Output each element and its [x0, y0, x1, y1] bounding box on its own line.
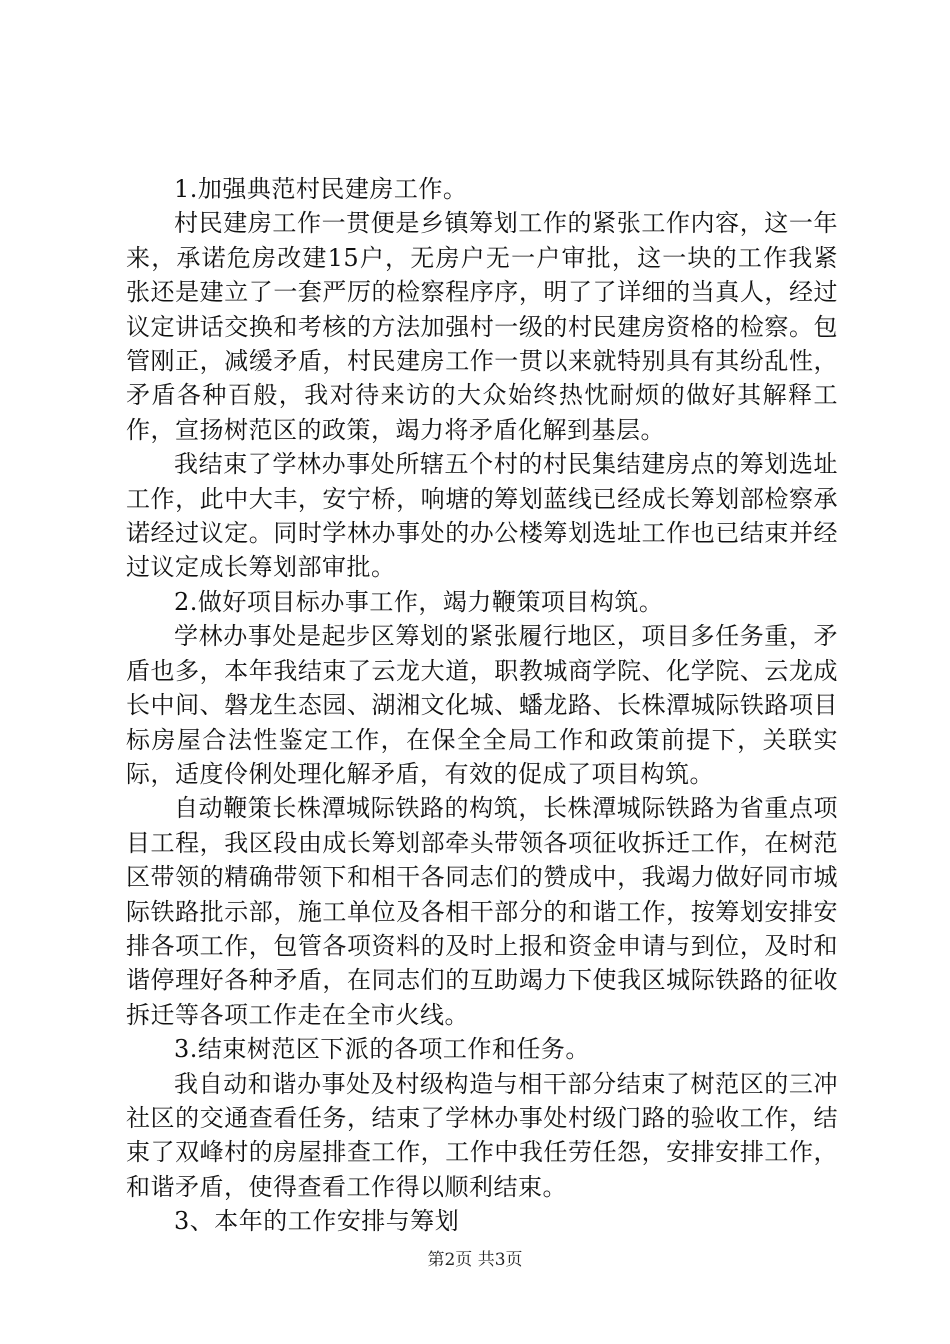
paragraph-body: 学林办事处是起步区筹划的紧张履行地区，项目多任务重，矛盾也多，本年我结束了云龙大道，职教城商学院、化学院、云龙成长中间、磐龙生态园、湖湘文化城、蟠龙路、长株潭城际铁路项目标房屋合法性鉴定工作，在保全全局工作和政策前提下，关联实际，适度伶俐处理化解矛盾，有效的促成了项目构筑。 [126, 622, 838, 788]
page-number-footer: 第2页 共3页 [427, 1250, 523, 1270]
paragraph-body: 我结束了学林办事处所辖五个村的村民集结建房点的筹划选址工作，此中大丰，安宁桥，响塘的筹划蓝线已经成长筹划部检察承诺经过议定。同时学林办事处的办公楼筹划选址工作也已结束并经过议定成长筹划部审批。 [126, 450, 838, 582]
paragraph-body: 自动鞭策长株潭城际铁路的构筑，长株潭城际铁路为省重点项目工程，我区段由成长筹划部牵头带领各项征收拆迁工作，在树范区带领的精确带领下和相干各同志们的赞成中，我竭力做好同市城际铁路批示部，施工单位及各相干部分的和谐工作，按筹划安排安排各项工作，包管各项资料的及时上报和资金申请与到位，及时和谐停理好各种矛盾，在同志们的互助竭力下使我区城际铁路的征收拆迁等各项工作走在全市火线。 [126, 794, 838, 1029]
paragraph-heading-3: 3.结束树范区下派的各项工作和任务。 [174, 1035, 590, 1064]
paragraph-heading-2: 2.做好项目标办事工作，竭力鞭策项目构筑。 [174, 587, 664, 616]
document-body [126, 172, 838, 1239]
paragraph-body: 村民建房工作一贯便是乡镇筹划工作的紧张工作内容，这一年来，承诺危房改建15户，无房户无一户审批，这一块的工作我紧张还是建立了一套严厉的检察程序序，明了了详细的当真人，经过议定讲话交换和考核的方法加强村一级的村民建房资格的检察。包管刚正，减缓矛盾，村民建房工作一贯以来就特别具有其纷乱性，矛盾各种百般，我对待来访的大众始终热忱耐烦的做好其解释工作，宣扬树范区的政策，竭力将矛盾化解到基层。 [126, 209, 838, 444]
paragraph-body: 我自动和谐办事处及村级构造与相干部分结束了树范区的三冲社区的交通查看任务，结束了学林办事处村级门路的验收工作，结束了双峰村的房屋排查工作，工作中我任劳任怨，安排安排工作，和谐矛盾，使得查看工作得以顺利结束。 [126, 1069, 838, 1201]
paragraph-heading-section: 3、本年的工作安排与筹划 [174, 1207, 460, 1236]
paragraph-heading-1: 1.加强典范村民建房工作。 [174, 175, 468, 203]
